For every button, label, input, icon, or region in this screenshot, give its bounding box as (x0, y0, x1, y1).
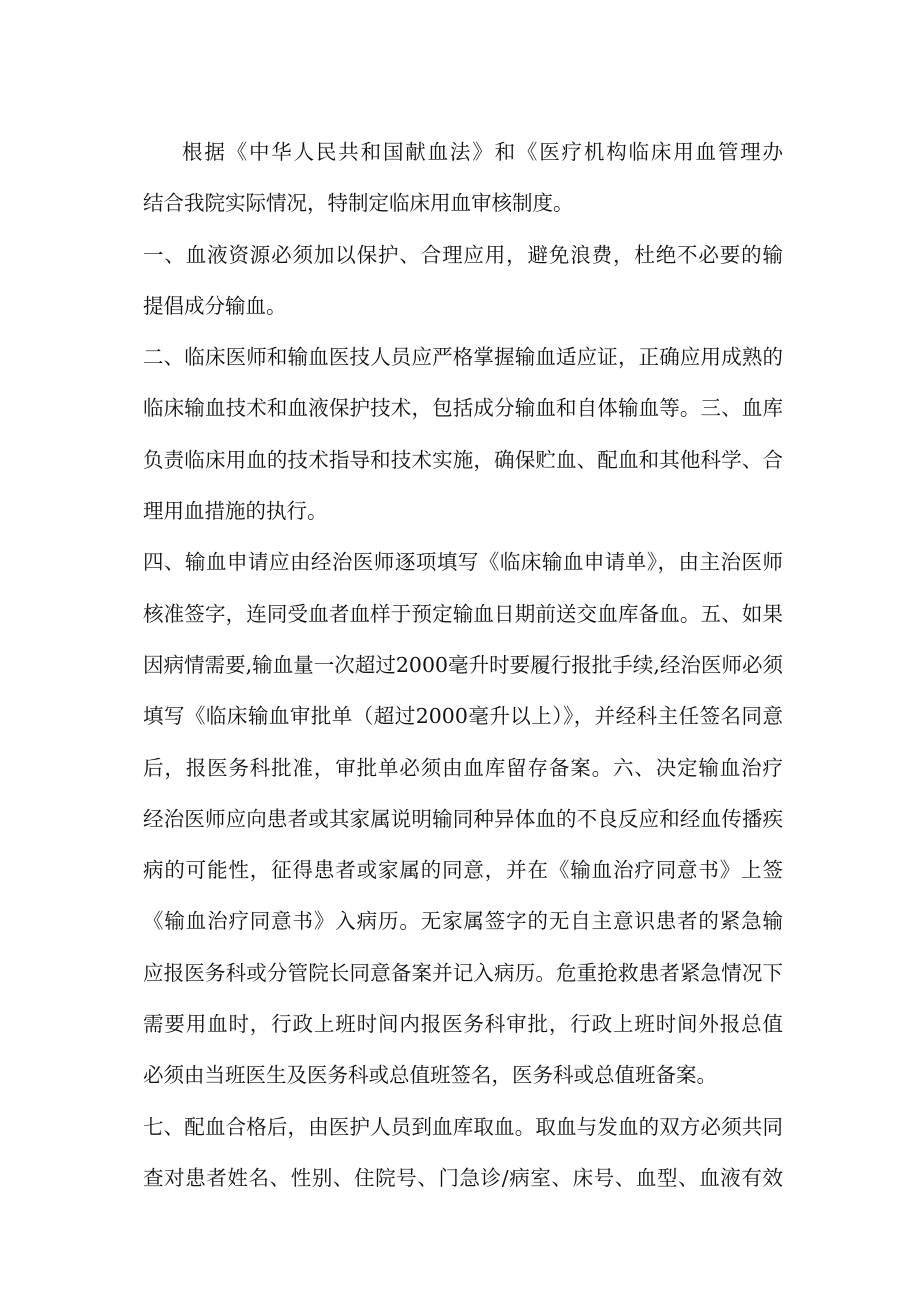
document-body (143, 127, 783, 1204)
clause-5-line: 填写《临床输血审批单（超过2000毫升以上）》，并经科主任签名同意 (143, 704, 783, 729)
clause-5-line: 因病情需要,输血量一次超过2000毫升时要履行报批手续,经治医师必须 (143, 652, 783, 677)
clause-6-line: 经治医师应向患者或其家属说明输同种异体血的不良反应和经血传播疾 (143, 806, 783, 831)
clause-7-line: 七、配血合格后，由医护人员到血库取血。取血与发血的双方必须共同 (143, 1114, 783, 1139)
clause-2-3-line: 临床输血技术和血液保护技术，包括成分输血和自体输血等。三、血库 (143, 396, 783, 421)
paragraph-intro-line: 结合我院实际情况，特制定临床用血审核制度。 (143, 191, 574, 216)
clause-4-line: 四、输血申请应由经治医师逐项填写《临床输血申请单》，由主治医师 (143, 550, 783, 575)
clause-3-line: 理用血措施的执行。 (143, 499, 328, 524)
clause-6-line: 需要用血时，行政上班时间内报医务科审批，行政上班时间外报总值 (143, 1012, 783, 1037)
clause-4-5-line: 核准签字，连同受血者血样于预定输血日期前送交血库备血。五、如果 (143, 601, 783, 626)
clause-1-line: 一、血液资源必须加以保护、合理应用，避免浪费，杜绝不必要的输 (143, 242, 783, 267)
clause-2-line: 二、临床医师和输血医技人员应严格掌握输血适应证，正确应用成熟的 (143, 345, 783, 370)
paragraph-intro-line: 根据《中华人民共和国献血法》和《医疗机构临床用血管理办 (182, 140, 783, 164)
clause-7-line: 查对患者姓名、性别、住院号、门急诊/病室、床号、血型、血液有效 (143, 1165, 783, 1190)
clause-5-6-line: 后，报医务科批准，审批单必须由血库留存备案。六、决定输血治疗 (143, 755, 783, 780)
clause-6-line: 应报医务科或分管院长同意备案并记入病历。危重抢救患者紧急情况下 (143, 960, 783, 985)
clause-1-line: 提倡成分输血。 (143, 293, 287, 318)
clause-6-line: 病的可能性，征得患者或家属的同意，并在《输血治疗同意书》上签 (143, 858, 783, 883)
clause-3-line: 负责临床用血的技术指导和技术实施，确保贮血、配血和其他科学、合 (143, 447, 783, 472)
clause-6-line: 必须由当班医生及医务科或总值班签名，医务科或总值班备案。 (143, 1063, 717, 1088)
clause-6-line: 《输血治疗同意书》入病历。无家属签字的无自主意识患者的紧急输 (143, 909, 783, 934)
